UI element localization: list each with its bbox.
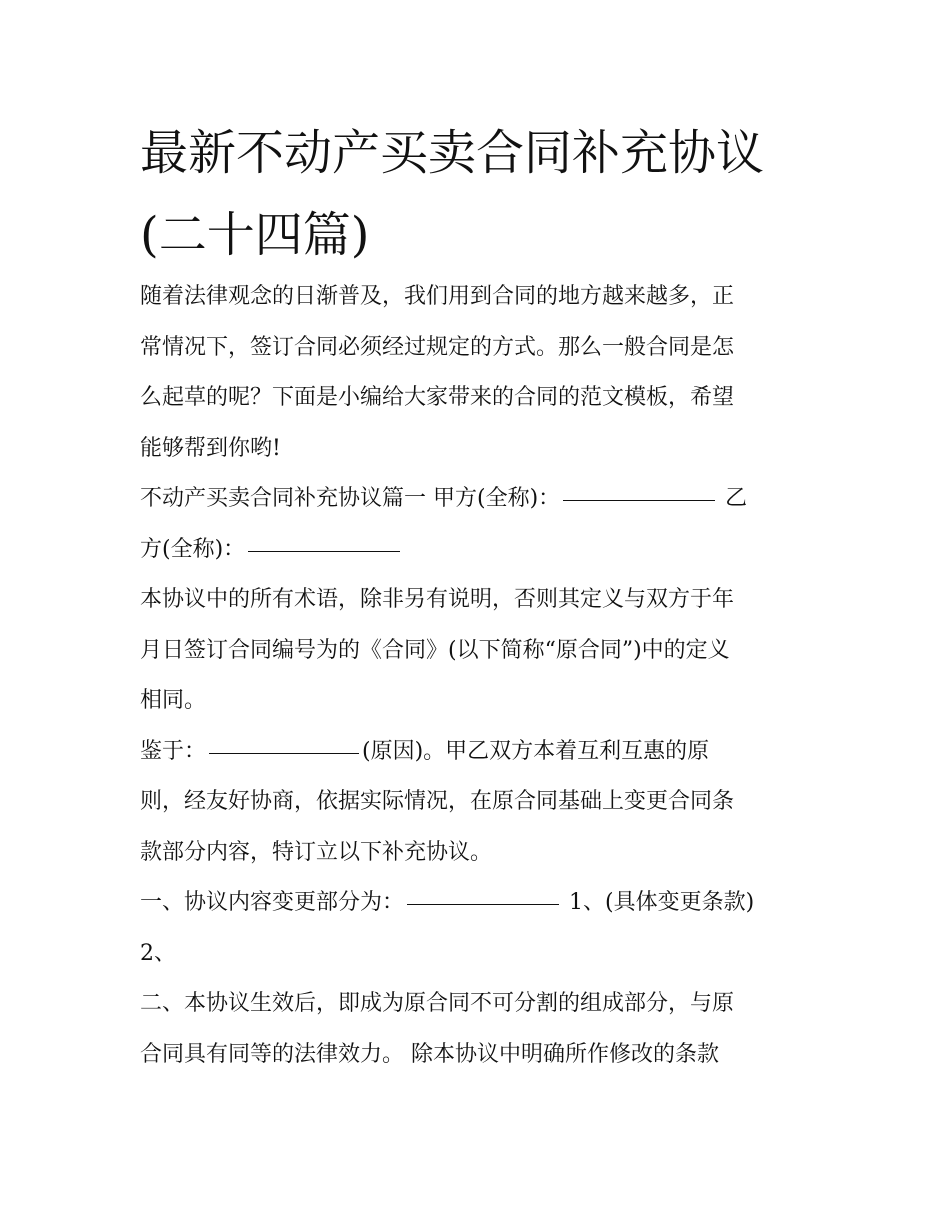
- terms-line: 本协议中的所有术语，除非另有说明，否则其定义与双方于年: [140, 587, 735, 612]
- parties-line-2: [140, 525, 816, 576]
- clause-1: [140, 878, 816, 979]
- whereas-line-3: 款部分内容，特订立以下补充协议。: [140, 839, 493, 865]
- clause-2-line: 二、本协议生效后，即成为原合同不可分割的组成部分，与原: [140, 991, 735, 1016]
- clause-2-line: 合同具有同等的法律效力。 除本协议中明确所作修改的条款: [140, 1041, 719, 1067]
- party-b-label: 方(全称)：: [140, 536, 246, 562]
- parties-paragraph: [140, 474, 816, 575]
- intro-line: 么起草的呢？下面是小编给大家带来的合同的范文模板，希望: [140, 385, 735, 410]
- clause-1-line-2: 2、: [140, 940, 176, 966]
- intro-line: 能够帮到你哟!: [140, 435, 281, 461]
- party-a-blank: [563, 476, 715, 501]
- clause-1-blank: [407, 880, 559, 905]
- whereas-line-2: 则，经友好协商，依据实际情况，在原合同基础上变更合同条: [140, 789, 735, 814]
- document-title: [140, 112, 820, 276]
- party-b-label-start: 乙: [725, 486, 748, 511]
- document-body: [140, 272, 816, 1080]
- terms-paragraph: [140, 575, 816, 727]
- parties-line-1: [140, 474, 816, 525]
- reason-blank: [209, 729, 359, 754]
- intro-paragraph: [140, 272, 816, 474]
- party-b-blank: [248, 527, 400, 552]
- terms-line: 相同。: [140, 688, 207, 713]
- intro-line: 随着法律观念的日渐普及，我们用到合同的地方越来越多，正: [140, 284, 735, 309]
- intro-line: 常情况下，签订合同必须经过规定的方式。那么一般合同是怎: [140, 334, 735, 360]
- whereas-prefix: 鉴于：: [140, 738, 207, 764]
- whereas-line-1: [140, 727, 816, 778]
- title-line-1: 最新不动产买卖合同补充协议: [140, 125, 765, 181]
- clause-2: [140, 979, 816, 1080]
- terms-line: 月日签订合同编号为的《合同》(以下简称“原合同”)中的定义: [140, 637, 730, 663]
- clause-1-prefix: 一、协议内容变更部分为：: [140, 890, 405, 915]
- clause-1-line-1: [140, 878, 816, 929]
- whereas-suffix: (原因)。甲乙双方本着互利互惠的原: [362, 738, 710, 764]
- title-line-2: (二十四篇): [140, 207, 370, 263]
- clause-1-suffix: 1、(具体变更条款): [569, 890, 755, 915]
- whereas-paragraph: [140, 727, 816, 879]
- party-a-label: 不动产买卖合同补充协议篇一 甲方(全称)：: [140, 486, 561, 511]
